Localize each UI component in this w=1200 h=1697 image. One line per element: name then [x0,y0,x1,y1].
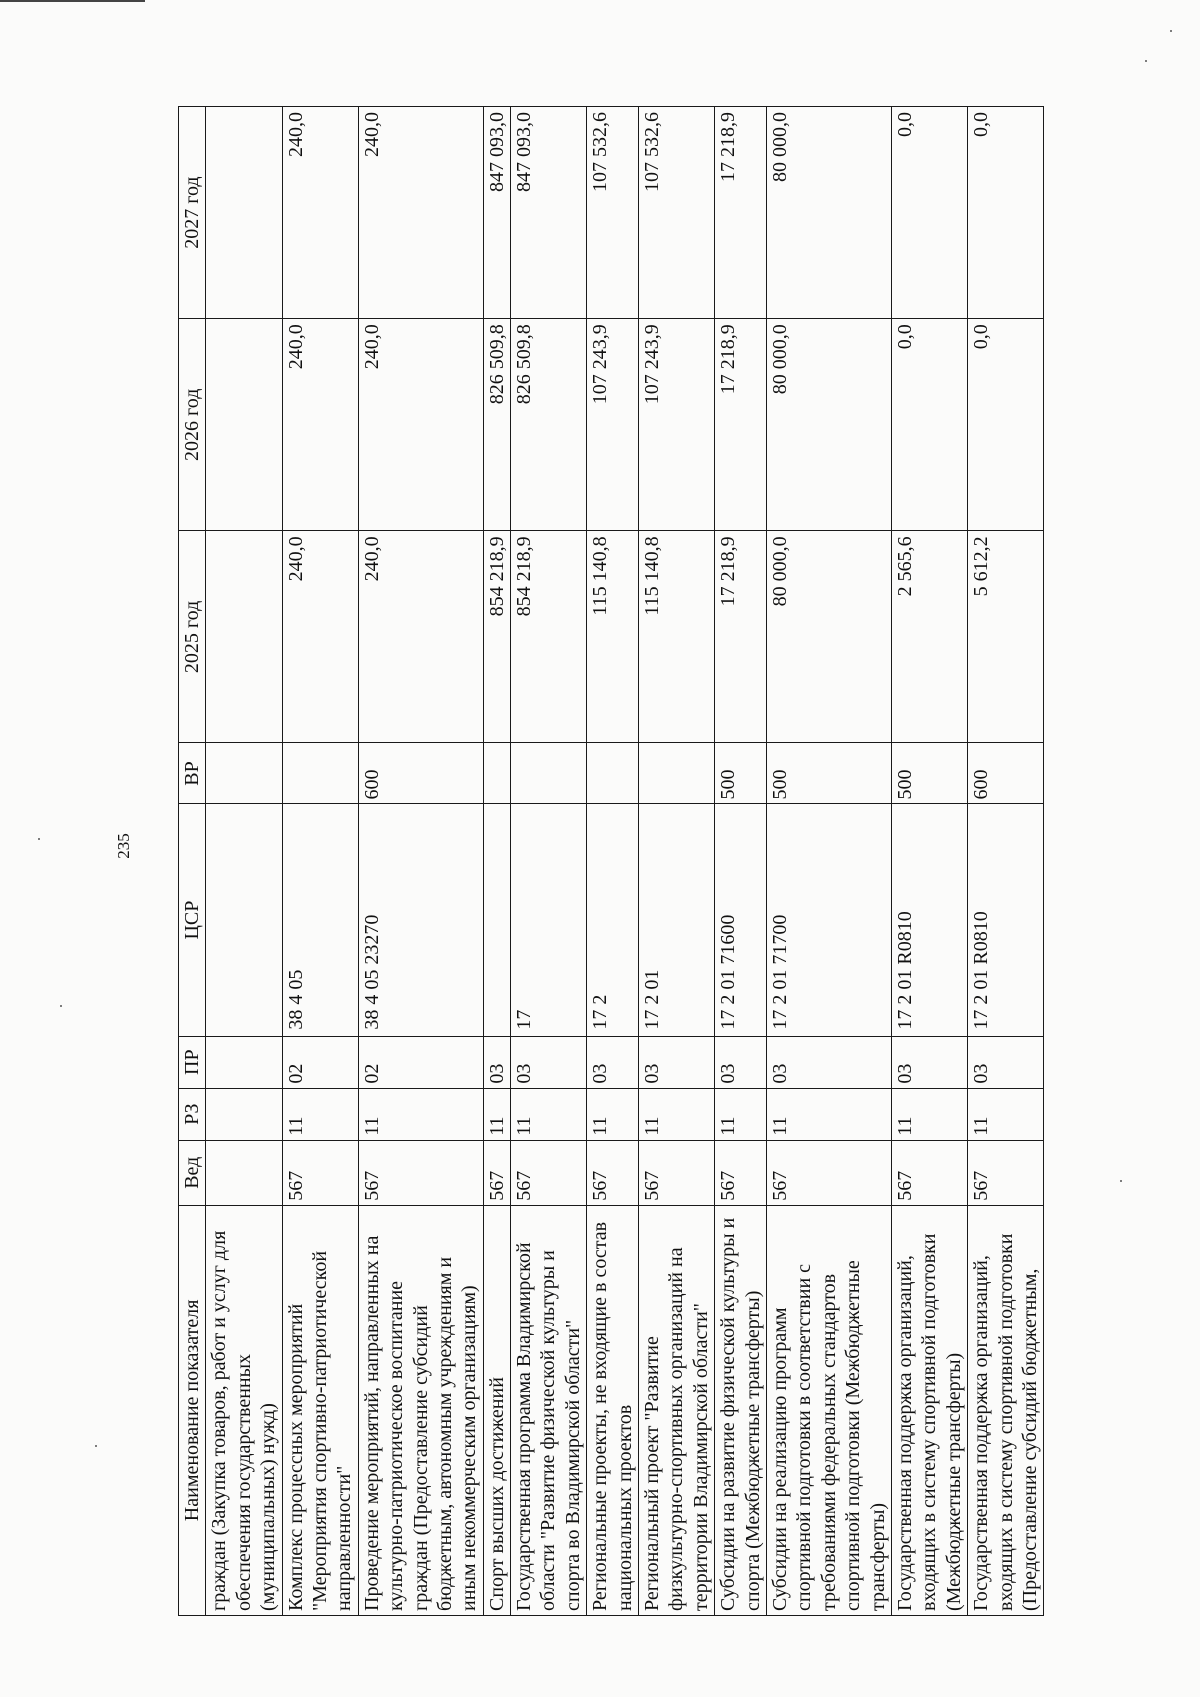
cell-pr: 03 [587,1036,639,1088]
cell-csr: 17 [511,804,587,1036]
scan-speck [38,838,40,840]
cell-2025: 5 612,2 [968,531,1044,743]
header-csr: ЦСР [179,804,206,1036]
table-row [483,107,510,1616]
table-row [358,107,483,1616]
cell-csr: 17 2 01 71700 [766,804,891,1036]
cell-2026: 826 509,8 [511,319,587,531]
cell-ved: 567 [891,1140,967,1205]
cell-csr: 17 2 [587,804,639,1036]
scan-speck [1120,1180,1122,1182]
cell-name: Региональный проект "Развитие физкультурно-спортивных организаций на территории Владимирской области" [639,1205,715,1615]
cell-2026 [206,319,282,531]
table-row [766,107,891,1616]
cell-pr: 02 [358,1036,483,1088]
cell-vr [511,743,587,804]
cell-rz: 11 [483,1088,510,1140]
cell-ved: 567 [358,1140,483,1205]
cell-csr: 17 2 01 R0810 [968,804,1044,1036]
cell-ved: 567 [587,1140,639,1205]
cell-2027: 240,0 [358,107,483,319]
header-ved: Вед [179,1140,206,1205]
cell-2027: 0,0 [891,107,967,319]
cell-vr [483,743,510,804]
cell-name: Комплекс процессных мероприятий "Мероприятия спортивно-патриотической направленности" [282,1205,358,1615]
header-vr: ВР [179,743,206,804]
cell-csr [206,804,282,1036]
cell-2027: 0,0 [968,107,1044,319]
cell-vr: 500 [891,743,967,804]
cell-ved [206,1140,282,1205]
cell-csr [483,804,510,1036]
cell-ved: 567 [483,1140,510,1205]
cell-pr: 03 [511,1036,587,1088]
cell-csr: 38 4 05 [282,804,358,1036]
cell-csr: 17 2 01 [639,804,715,1036]
cell-csr: 17 2 01 R0810 [891,804,967,1036]
rotated-table-container [178,106,1044,1616]
scan-edge-line [0,0,145,2]
cell-2027: 107 532,6 [639,107,715,319]
header-2026: 2026 год [179,319,206,531]
cell-2027: 80 000,0 [766,107,891,319]
cell-2025: 240,0 [358,531,483,743]
cell-name: Проведение мероприятий, направленных на культурно-патриотическое воспитание граждан (Предоставление субсидий бюджетным, автономным учреждениям и иным некоммерческим организациям) [358,1205,483,1615]
cell-name: Государственная программа Владимирской области "Развитие физической культуры и спорта во Владимирской области" [511,1205,587,1615]
cell-pr: 03 [483,1036,510,1088]
cell-2025: 2 565,6 [891,531,967,743]
scan-speck [60,1005,62,1007]
cell-rz: 11 [282,1088,358,1140]
cell-rz: 11 [511,1088,587,1140]
cell-2026: 0,0 [968,319,1044,531]
cell-vr [282,743,358,804]
cell-vr [587,743,639,804]
cell-2026: 0,0 [891,319,967,531]
cell-2025 [206,531,282,743]
cell-2026: 240,0 [358,319,483,531]
cell-2026: 107 243,9 [587,319,639,531]
cell-2026: 107 243,9 [639,319,715,531]
cell-rz: 11 [891,1088,967,1140]
cell-ved: 567 [715,1140,767,1205]
scan-speck [95,1445,97,1447]
header-2025: 2025 год [179,531,206,743]
cell-rz: 11 [715,1088,767,1140]
cell-2025: 854 218,9 [483,531,510,743]
cell-vr: 500 [766,743,891,804]
cell-name: Региональные проекты, не входящие в состав национальных проектов [587,1205,639,1615]
table-row [715,107,767,1616]
table-row [968,107,1044,1616]
cell-name: граждан (Закупка товаров, работ и услуг для обеспечения государственных (муниципальных) нужд) [206,1205,282,1615]
cell-pr: 03 [766,1036,891,1088]
cell-csr: 17 2 01 71600 [715,804,767,1036]
cell-name: Государственная поддержка организаций, входящих в систему спортивной подготовки (Предоставление субсидий бюджетным, [968,1205,1044,1615]
cell-ved: 567 [766,1140,891,1205]
cell-vr: 600 [968,743,1044,804]
header-pr: ПР [179,1036,206,1088]
cell-2027: 17 218,9 [715,107,767,319]
header-name: Наименование показателя [179,1205,206,1615]
cell-pr: 02 [282,1036,358,1088]
cell-csr: 38 4 05 23270 [358,804,483,1036]
cell-2025: 854 218,9 [511,531,587,743]
cell-ved: 567 [639,1140,715,1205]
cell-2027: 847 093,0 [483,107,510,319]
cell-vr [639,743,715,804]
table-header-row [179,107,206,1616]
table-row [587,107,639,1616]
header-rz: РЗ [179,1088,206,1140]
cell-vr: 500 [715,743,767,804]
cell-2025: 17 218,9 [715,531,767,743]
cell-ved: 567 [511,1140,587,1205]
cell-2027 [206,107,282,319]
cell-2027: 107 532,6 [587,107,639,319]
cell-pr: 03 [715,1036,767,1088]
cell-pr: 03 [891,1036,967,1088]
scan-speck [1170,30,1172,32]
table-row [891,107,967,1616]
scan-speck [1145,60,1147,62]
cell-ved: 567 [282,1140,358,1205]
cell-rz: 11 [639,1088,715,1140]
cell-2026: 17 218,9 [715,319,767,531]
cell-vr [206,743,282,804]
page-number: 235 [114,833,133,859]
cell-rz: 11 [587,1088,639,1140]
cell-2026: 240,0 [282,319,358,531]
cell-name: Субсидии на реализацию программ спортивной подготовки в соответствии с требованиями федеральных стандартов спортивной подготовки (Межбюджетные трансферты) [766,1205,891,1615]
table-row [511,107,587,1616]
cell-name: Государственная поддержка организаций, входящих в систему спортивной подготовки (Межбюджетные трансферты) [891,1205,967,1615]
table-row [206,107,282,1616]
cell-2025: 115 140,8 [587,531,639,743]
cell-rz: 11 [766,1088,891,1140]
cell-2025: 80 000,0 [766,531,891,743]
cell-2025: 115 140,8 [639,531,715,743]
cell-pr: 03 [968,1036,1044,1088]
cell-pr: 03 [639,1036,715,1088]
table-row [639,107,715,1616]
table-row [282,107,358,1616]
cell-2025: 240,0 [282,531,358,743]
cell-name: Спорт высших достижений [483,1205,510,1615]
cell-2027: 847 093,0 [511,107,587,319]
cell-ved: 567 [968,1140,1044,1205]
cell-name: Субсидии на развитие физической культуры и спорта (Межбюджетные трансферты) [715,1205,767,1615]
cell-vr: 600 [358,743,483,804]
cell-2026: 80 000,0 [766,319,891,531]
cell-pr [206,1036,282,1088]
budget-table [178,106,1044,1616]
cell-rz: 11 [968,1088,1044,1140]
cell-rz: 11 [358,1088,483,1140]
cell-2027: 240,0 [282,107,358,319]
cell-2026: 826 509,8 [483,319,510,531]
cell-rz [206,1088,282,1140]
header-2027: 2027 год [179,107,206,319]
